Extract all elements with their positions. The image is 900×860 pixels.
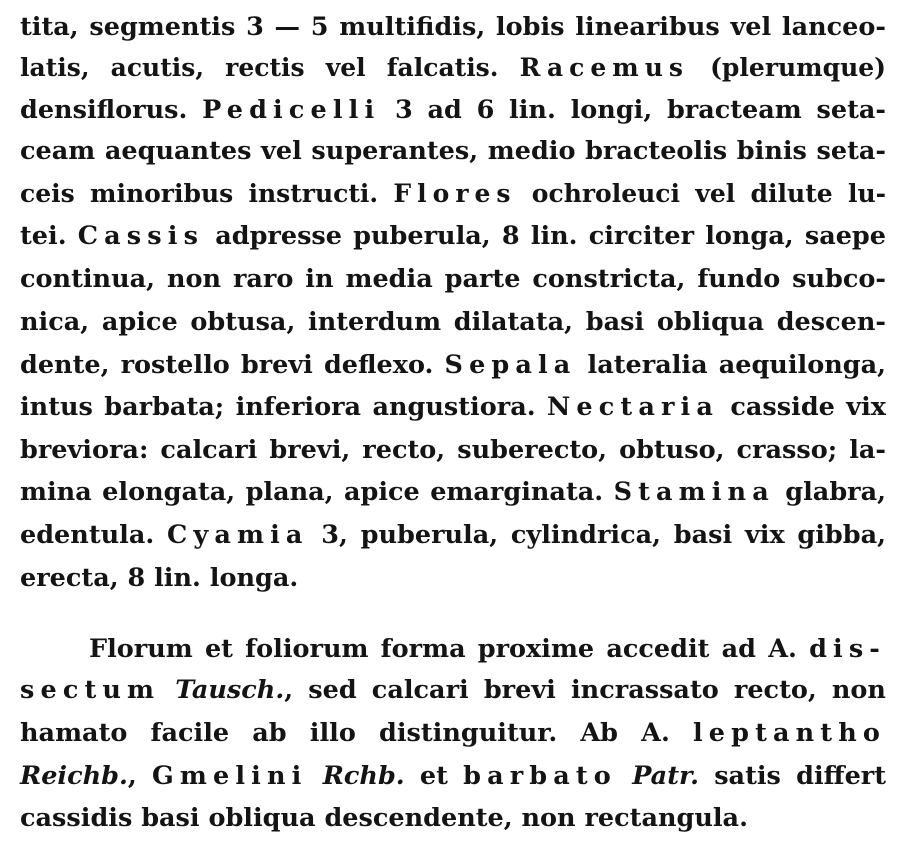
- text-line: continua, non raro in media parte constricta, fundo subco-: [20, 264, 886, 294]
- text-line: densiflorus. Pedicelli 3 ad 6 lin. longi, bracteam seta-: [20, 95, 886, 125]
- text-line: hamato facile ab illo distinguitur. Ab A. leptantho: [20, 718, 886, 748]
- text-line: edentula. Cyamia 3, puberula, cylindrica, basi vix gibba,: [20, 520, 886, 550]
- text-line: cassidis basi obliqua descendente, non rectangula.: [20, 803, 748, 833]
- spaced-term: Pedicelli: [202, 95, 381, 125]
- text-line: ceam aequantes vel superantes, medio bracteolis binis seta-: [20, 136, 886, 166]
- author-abbreviation: Rchb.: [322, 761, 405, 791]
- text-line: Florum et foliorum forma proxime accedit ad A. dis-: [89, 634, 886, 664]
- spaced-term: Racemus: [519, 53, 689, 82]
- author-abbreviation: Patr.: [632, 761, 699, 791]
- text-line: latis, acutis, rectis vel falcatis. Racemus (plerumque): [20, 53, 887, 82]
- author-abbreviation: Reichb.: [20, 761, 128, 791]
- text-line: mina elongata, plana, apice emarginata. Stamina glabra,: [20, 477, 886, 507]
- spaced-term: Gmelini: [152, 761, 308, 791]
- text-line: sectum Tausch., sed calcari brevi incrassato recto, non: [20, 675, 886, 705]
- text-line: Reichb., Gmelini Rchb. et barbato Patr. satis differt: [20, 761, 887, 791]
- spaced-term: Cassis: [77, 221, 205, 251]
- spaced-term: leptantho: [693, 718, 886, 748]
- text-line: erecta, 8 lin. longa.: [20, 563, 299, 593]
- spaced-term: Cyamia: [166, 520, 309, 550]
- spaced-term: Flores: [393, 179, 517, 208]
- text-line: dente, rostello brevi deflexo. Sepala lateralia aequilonga,: [20, 350, 886, 380]
- text-line: ceis minoribus instructi. Flores ochroleuci vel dilute lu-: [20, 179, 886, 208]
- spaced-term: barbato: [463, 761, 617, 791]
- text-line: breviora: calcari brevi, recto, suberecto, obtuso, crasso; la-: [20, 435, 886, 465]
- text-line: tita, segmentis 3 — 5 multifidis, lobis linearibus vel lanceo-: [20, 12, 886, 42]
- text-line: tei. Cassis adpresse puberula, 8 lin. circiter longa, saepe: [20, 221, 886, 251]
- author-abbreviation: Tausch.: [175, 675, 285, 705]
- text-line: intus barbata; inferiora angustiora. Nectaria casside vix: [20, 392, 886, 422]
- spaced-term: Sepala: [444, 350, 577, 380]
- spaced-term: Stamina: [613, 477, 775, 507]
- text-line: nica, apice obtusa, interdum dilatata, basi obliqua descen-: [20, 307, 886, 337]
- spaced-term: Nectaria: [547, 392, 719, 422]
- spaced-term: sectum: [20, 675, 161, 705]
- spaced-term: dis-: [809, 634, 886, 664]
